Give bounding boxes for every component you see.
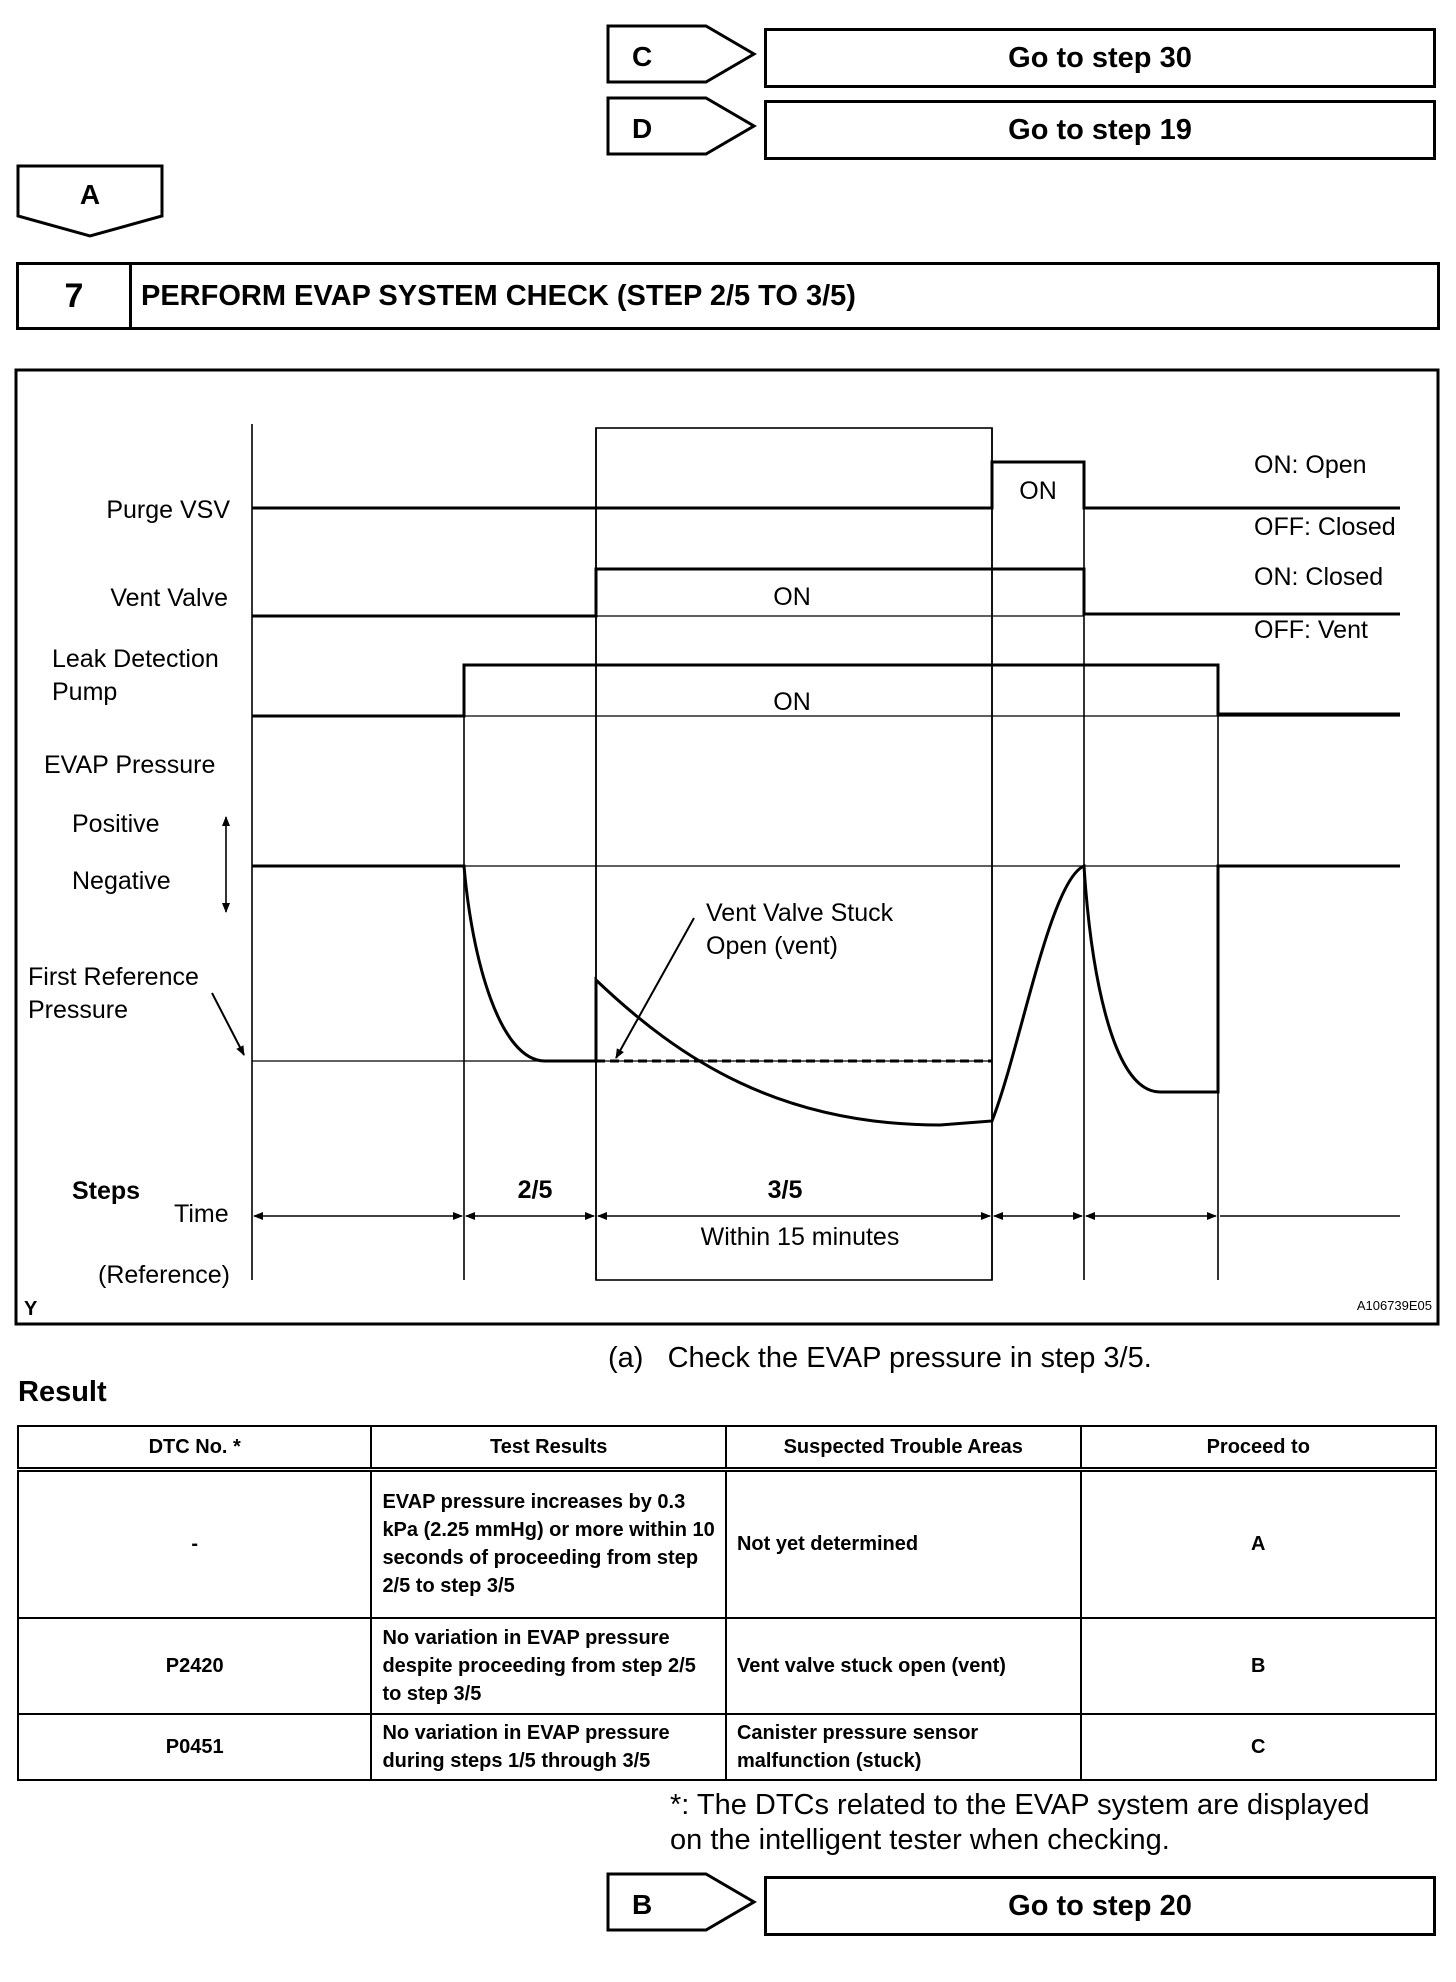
table-row [18, 1470, 1436, 1618]
figure-id-label: A106739E05 [1356, 1298, 1432, 1313]
footnote-line-1: *: The DTCs related to the EVAP system are displayed [670, 1789, 1370, 1821]
purge-off-closed-label: OFF: Closed [1254, 513, 1396, 541]
negative-label: Negative [72, 867, 171, 895]
vent-stuck-label-1: Vent Valve Stuck [706, 899, 894, 927]
table-row [18, 1618, 1436, 1714]
step-title: PERFORM EVAP SYSTEM CHECK (STEP 2/5 TO 3/5) [141, 280, 856, 312]
branch-letter-d: D [632, 113, 653, 144]
goto-step-19-label: Go to step 19 [1008, 114, 1192, 146]
branch-letter-c: C [632, 41, 653, 72]
goto-step-20-label: Go to step 20 [1008, 1890, 1192, 1922]
branch-arrow-a [16, 164, 166, 240]
trouble-area-cell: Not yet determined [726, 1470, 1081, 1618]
goto-step-30-label: Go to step 30 [1008, 42, 1192, 74]
purge-on-label: ON [1019, 477, 1057, 505]
table-header-row [18, 1426, 1436, 1470]
leak-pump-label-2: Pump [52, 678, 118, 706]
dtc-cell: P0451 [18, 1714, 371, 1780]
footnote-line-2: on the intelligent tester when checking. [670, 1824, 1170, 1856]
positive-label: Positive [72, 810, 160, 838]
column-header: Suspected Trouble Areas [726, 1426, 1081, 1470]
goto-step-20-button[interactable] [764, 1876, 1436, 1936]
steps-label: Steps [72, 1177, 141, 1205]
instruction-text: (a) Check the EVAP pressure in step 3/5. [608, 1342, 1152, 1374]
branch-arrow-b [606, 1872, 758, 1936]
within-15-minutes-label: Within 15 minutes [700, 1223, 900, 1251]
leak-pump-label-1: Leak Detection [52, 645, 219, 673]
footnote [670, 1788, 1370, 1858]
dtc-cell: P2420 [18, 1618, 371, 1714]
vent-off-vent-label: OFF: Vent [1254, 616, 1368, 644]
purge-on-open-label: ON: Open [1254, 451, 1367, 479]
proceed-cell: B [1081, 1618, 1436, 1714]
table-row [18, 1714, 1436, 1780]
result-table [17, 1425, 1437, 1781]
goto-step-19-button[interactable] [764, 100, 1436, 160]
vent-stuck-label-2: Open (vent) [706, 932, 839, 960]
vent-valve-label: Vent Valve [110, 584, 228, 612]
vent-on-closed-label: ON: Closed [1254, 563, 1384, 591]
reference-label: (Reference) [98, 1261, 230, 1289]
trouble-area-cell: Vent valve stuck open (vent) [726, 1618, 1081, 1714]
time-label: Time [174, 1200, 229, 1228]
goto-step-30-button[interactable] [764, 28, 1436, 88]
step-number: 7 [19, 265, 132, 327]
step-header [16, 262, 1440, 330]
column-header: DTC No. * [18, 1426, 371, 1470]
branch-letter-b: B [632, 1889, 653, 1920]
corner-y-label: Y [24, 1298, 38, 1320]
pump-on-label: ON [773, 688, 811, 716]
branch-letter-a: A [79, 179, 101, 210]
first-reference-label-1: First Reference [28, 963, 199, 991]
trouble-area-cell: Canister pressure sensor malfunction (stuck) [726, 1714, 1081, 1780]
step-3-5-label: 3/5 [767, 1176, 803, 1204]
branch-arrow-d [606, 96, 758, 160]
test-result-cell: EVAP pressure increases by 0.3 kPa (2.25 mmHg) or more within 10 seconds of proceeding from step 2/5 to step 3/5 [371, 1470, 726, 1618]
vent-on-label: ON [773, 583, 811, 611]
test-result-cell: No variation in EVAP pressure despite proceeding from step 2/5 to step 3/5 [371, 1618, 726, 1714]
evap-timing-diagram [14, 368, 1440, 1326]
step-2-5-label: 2/5 [517, 1176, 553, 1204]
dtc-cell: - [18, 1470, 371, 1618]
first-reference-label-2: Pressure [28, 996, 129, 1024]
branch-arrow-c [606, 24, 758, 88]
purge-vsv-label: Purge VSV [106, 496, 230, 524]
proceed-cell: A [1081, 1470, 1436, 1618]
proceed-cell: C [1081, 1714, 1436, 1780]
column-header: Proceed to [1081, 1426, 1436, 1470]
result-heading: Result [18, 1376, 107, 1408]
column-header: Test Results [371, 1426, 726, 1470]
evap-pressure-label: EVAP Pressure [44, 751, 216, 779]
test-result-cell: No variation in EVAP pressure during steps 1/5 through 3/5 [371, 1714, 726, 1780]
